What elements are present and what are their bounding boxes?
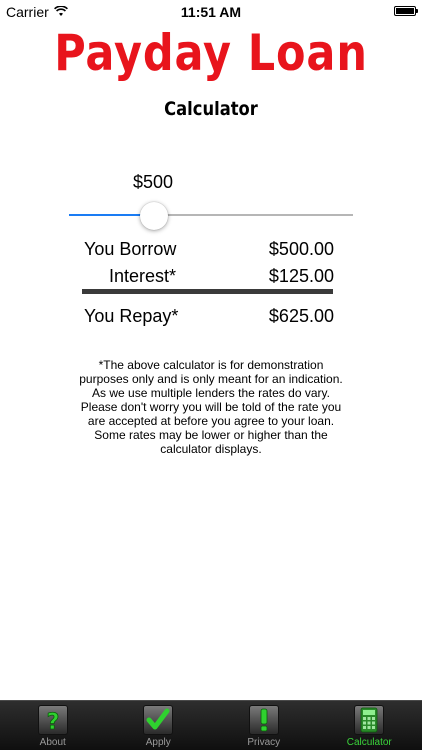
tab-privacy-label: Privacy (247, 737, 281, 748)
borrow-label: You Borrow (84, 239, 177, 259)
tab-calculator[interactable] (317, 701, 422, 750)
disclaimer-line: Please don't worry you will be told of the rate you (80, 400, 342, 414)
tab-about[interactable] (0, 701, 106, 750)
borrow-value: $500.00 (268, 239, 334, 259)
slider-thumb[interactable] (140, 202, 168, 230)
carrier-label: Carrier (6, 4, 49, 20)
disclaimer-line: As we use multiple lenders the rates do vary. (92, 386, 330, 400)
repay-label: You Repay* (84, 306, 179, 326)
calculator-icon (354, 705, 384, 735)
disclaimer-line: Some rates may be lower or higher than the (94, 428, 328, 442)
tab-apply[interactable] (106, 701, 212, 750)
tab-about-label: About (39, 737, 66, 748)
tab-apply-label: Apply (145, 737, 171, 748)
slider-value-label: $500 (132, 172, 174, 192)
loan-amount-slider[interactable] (69, 202, 353, 230)
disclaimer-line: *The above calculator is for demonstration (98, 358, 324, 372)
question-mark-icon (38, 705, 68, 735)
interest-row (82, 266, 334, 288)
disclaimer-line: are accepted at before you agree to your loan. (87, 414, 335, 428)
battery-fill (396, 8, 414, 14)
total-divider (82, 289, 333, 294)
tab-privacy[interactable] (211, 701, 317, 750)
checkmark-icon (143, 705, 173, 735)
exclamation-icon (249, 705, 279, 735)
repay-value: $625.00 (268, 306, 334, 326)
disclaimer-text (66, 358, 356, 456)
repay-row (82, 306, 334, 328)
battery-icon (394, 6, 416, 16)
app-title: Payday Loan (54, 24, 368, 82)
tab-bar (0, 700, 422, 750)
tab-calculator-label: Calculator (346, 737, 392, 748)
status-time: 11:51 AM (180, 4, 242, 20)
app-subtitle: Calculator (164, 98, 258, 120)
borrow-row (82, 239, 334, 261)
interest-label: Interest* (109, 266, 177, 286)
interest-value: $125.00 (268, 266, 334, 286)
status-bar (0, 0, 422, 24)
disclaimer-line: calculator displays. (160, 442, 262, 456)
disclaimer-line: purposes only and is only meant for an indication. (79, 372, 343, 386)
svg-text:?: ? (46, 710, 60, 734)
